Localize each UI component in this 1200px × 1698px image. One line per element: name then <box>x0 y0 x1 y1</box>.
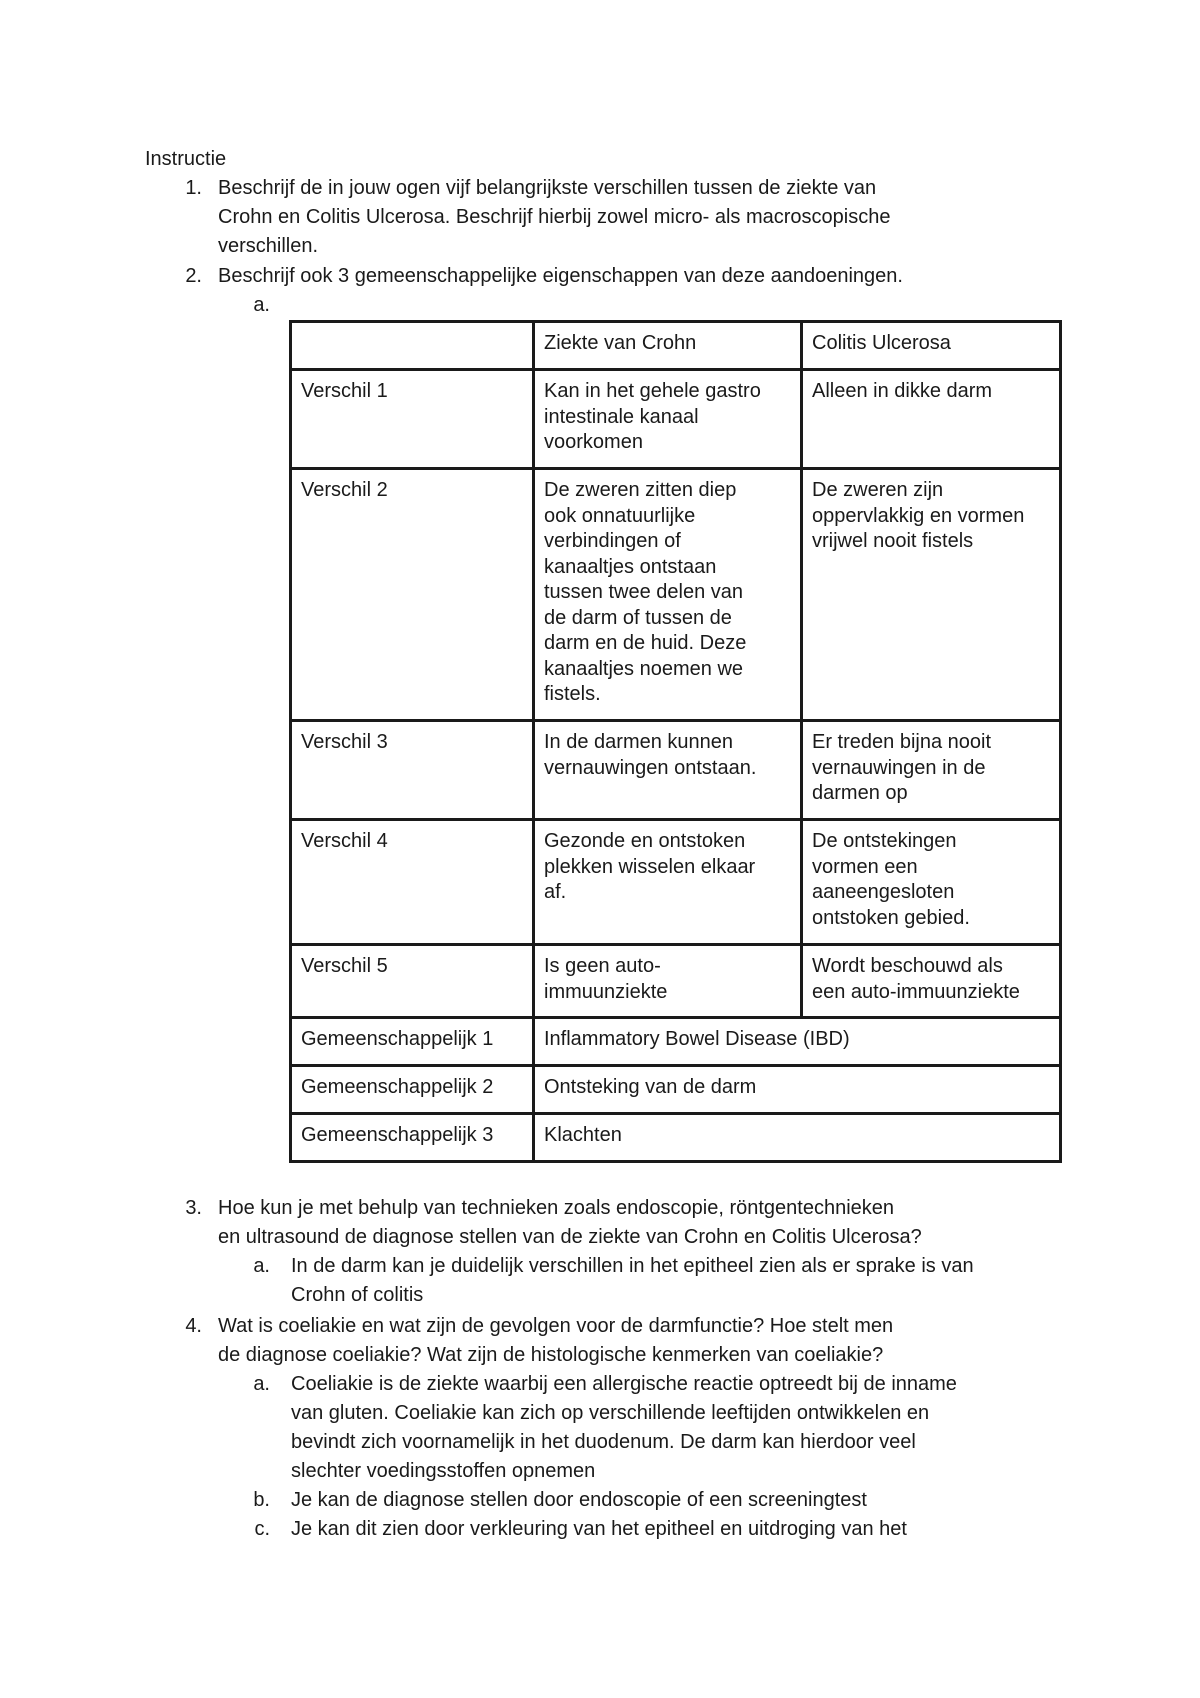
question-line: Hoe kun je met behulp van technieken zoals endoscopie, röntgentechnieken <box>218 1197 895 1219</box>
cell-line: intestinale kanaal <box>544 405 699 428</box>
question-number: 1. <box>185 177 202 199</box>
cell-line: De zweren zijn <box>812 479 944 501</box>
question-number: 4. <box>185 1315 202 1337</box>
colitis-cell <box>802 820 1061 945</box>
cell-line: immuunziekte <box>544 980 668 1003</box>
cell-line: Gezonde en ontstoken <box>544 830 746 852</box>
comparison-table <box>289 320 1062 1163</box>
answer-label: b. <box>253 1489 270 1511</box>
cell-line: darm en de huid. Deze <box>544 632 747 654</box>
cell-line: Wordt beschouwd als <box>812 955 1003 977</box>
cell-line: fistels. <box>544 683 601 705</box>
answer-line: In de darm kan je duidelijk verschillen in het epitheel zien als er sprake is van <box>291 1255 974 1277</box>
answer-line: Je kan dit zien door verkleuring van het epitheel en uitdroging van het <box>291 1518 907 1540</box>
answer-line: bevindt zich voornamelijk in het duodenum. De darm kan hierdoor veel <box>291 1431 916 1453</box>
answer-label: a. <box>253 1373 270 1395</box>
question-line: Wat is coeliakie en wat zijn de gevolgen voor de darmfunctie? Hoe stelt men <box>218 1315 894 1337</box>
cell-line: verbindingen of <box>544 530 681 552</box>
table-row-common <box>291 1114 1061 1162</box>
row-label: Verschil 5 <box>291 945 534 1018</box>
table-row-common <box>291 1018 1061 1066</box>
instructie-heading: Instructie <box>145 148 227 170</box>
table-row-common <box>291 1066 1061 1114</box>
cell-line: kanaaltjes noemen we <box>544 657 744 680</box>
table-row <box>291 721 1061 820</box>
cell-line: ook onnatuurlijke <box>544 504 696 527</box>
table-row <box>291 469 1061 721</box>
crohn-cell <box>534 820 802 945</box>
cell-line: vernauwingen in de <box>812 756 986 779</box>
question-line: verschillen. <box>218 235 319 257</box>
common-value: Inflammatory Bowel Disease (IBD) <box>534 1018 1061 1066</box>
cell-line: De ontstekingen <box>812 830 957 852</box>
cell-line: tussen twee delen van <box>544 581 744 603</box>
question-number: 2. <box>185 265 202 287</box>
question-line: en ultrasound de diagnose stellen van de ziekte van Crohn en Colitis Ulcerosa? <box>218 1226 922 1248</box>
row-label: Gemeenschappelijk 3 <box>291 1114 534 1162</box>
question-line: Crohn en Colitis Ulcerosa. Beschrijf hierbij zowel micro- als macroscopische <box>218 206 891 228</box>
cell-line: vrijwel nooit fistels <box>812 530 974 552</box>
row-label: Verschil 2 <box>291 469 534 721</box>
answer-line: slechter voedingsstoffen opnemen <box>291 1460 596 1482</box>
common-value: Ontsteking van de darm <box>534 1066 1061 1114</box>
cell-line: darmen op <box>812 782 908 804</box>
table-header-cell <box>291 322 534 370</box>
colitis-cell <box>802 469 1061 721</box>
table-row <box>291 370 1061 469</box>
question-line: de diagnose coeliakie? Wat zijn de histologische kenmerken van coeliakie? <box>218 1344 884 1366</box>
row-label: Gemeenschappelijk 2 <box>291 1066 534 1114</box>
question-line: Beschrijf de in jouw ogen vijf belangrijkste verschillen tussen de ziekte van <box>218 177 877 199</box>
cell-line: De zweren zitten diep <box>544 479 737 501</box>
answer-line: Coeliakie is de ziekte waarbij een allergische reactie optreedt bij de inname <box>291 1373 957 1395</box>
question-number: 3. <box>185 1197 202 1219</box>
answer-line: Crohn of colitis <box>291 1284 424 1306</box>
table-header-cell: Colitis Ulcerosa <box>802 322 1061 370</box>
cell-line: Is geen auto- <box>544 955 661 977</box>
row-label: Verschil 3 <box>291 721 534 820</box>
cell-line: Kan in het gehele gastro <box>544 380 761 402</box>
table-row <box>291 820 1061 945</box>
answer-label: c. <box>254 1518 270 1540</box>
table-header-row <box>291 322 1061 370</box>
colitis-cell <box>802 945 1061 1018</box>
crohn-cell <box>534 469 802 721</box>
colitis-cell <box>802 370 1061 469</box>
crohn-cell <box>534 370 802 469</box>
sub-label: a. <box>253 294 270 316</box>
cell-line: ontstoken gebied. <box>812 906 970 929</box>
cell-line: plekken wisselen elkaar <box>544 855 756 878</box>
cell-line: een auto-immuunziekte <box>812 980 1020 1003</box>
cell-line: voorkomen <box>544 431 643 453</box>
crohn-cell <box>534 945 802 1018</box>
table-header-cell: Ziekte van Crohn <box>534 322 802 370</box>
cell-line: aaneengesloten <box>812 881 955 903</box>
table-row <box>291 945 1061 1018</box>
row-label: Verschil 1 <box>291 370 534 469</box>
cell-line: oppervlakkig en vormen <box>812 504 1025 527</box>
cell-line: af. <box>544 881 567 903</box>
cell-line: vernauwingen ontstaan. <box>544 756 757 779</box>
cell-line: de darm of tussen de <box>544 606 732 629</box>
cell-line: vormen een <box>812 855 918 878</box>
cell-line: Alleen in dikke darm <box>812 380 993 402</box>
colitis-cell <box>802 721 1061 820</box>
cell-line: In de darmen kunnen <box>544 731 734 753</box>
crohn-cell <box>534 721 802 820</box>
common-value: Klachten <box>534 1114 1061 1162</box>
answer-line: Je kan de diagnose stellen door endoscopie of een screeningtest <box>291 1489 867 1511</box>
cell-line: Er treden bijna nooit <box>812 731 992 753</box>
row-label: Verschil 4 <box>291 820 534 945</box>
cell-line: kanaaltjes ontstaan <box>544 555 717 578</box>
answer-line: van gluten. Coeliakie kan zich op verschillende leeftijden ontwikkelen en <box>291 1402 930 1424</box>
answer-label: a. <box>253 1255 270 1277</box>
row-label: Gemeenschappelijk 1 <box>291 1018 534 1066</box>
question-line: Beschrijf ook 3 gemeenschappelijke eigenschappen van deze aandoeningen. <box>218 265 903 287</box>
